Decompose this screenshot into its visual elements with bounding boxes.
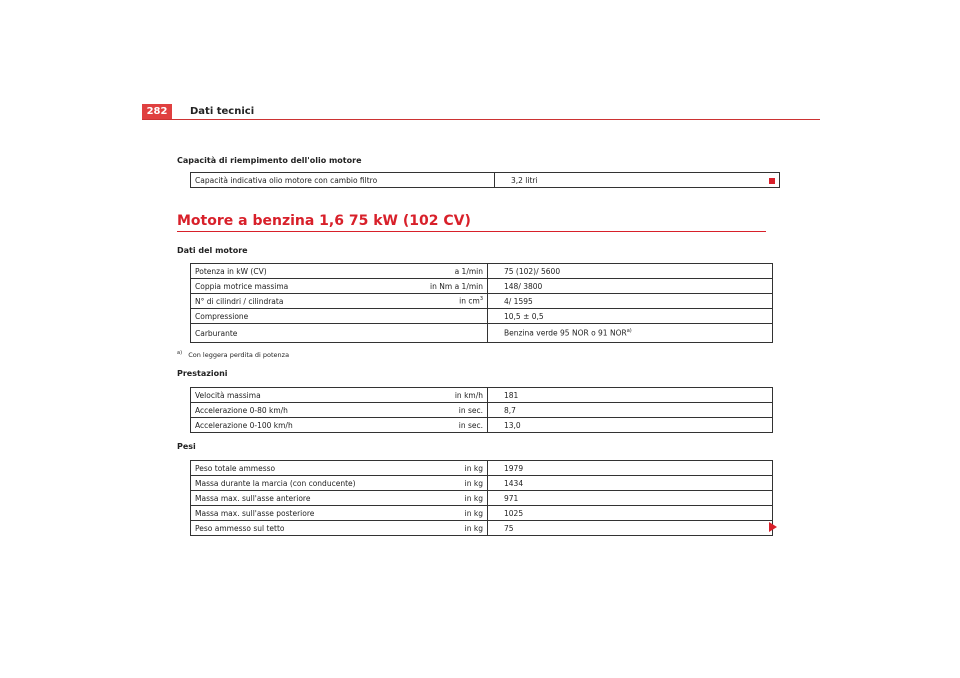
table-row bbox=[191, 461, 773, 476]
unit-superscript: 3 bbox=[479, 296, 483, 303]
footnote-text: Con leggera perdita di potenza bbox=[188, 351, 290, 360]
footnote-ref: a) bbox=[626, 328, 632, 335]
table-row bbox=[191, 309, 773, 324]
footnote-mark: a) bbox=[177, 350, 183, 356]
row-value: 8,7 bbox=[488, 403, 773, 418]
unit-text: in cm bbox=[459, 296, 480, 306]
table-row bbox=[191, 173, 780, 188]
section-divider bbox=[177, 231, 766, 232]
end-square-icon bbox=[769, 178, 775, 184]
row-value: 13,0 bbox=[488, 418, 773, 433]
row-unit bbox=[379, 324, 488, 343]
row-value: 971 bbox=[488, 491, 773, 506]
footnote bbox=[177, 350, 289, 359]
engine-table bbox=[190, 263, 773, 343]
row-value: 75 (102)/ 5600 bbox=[488, 264, 773, 279]
row-unit: in Nm a 1/min bbox=[379, 279, 488, 294]
row-label: Capacità indicativa olio motore con cambio filtro bbox=[191, 173, 495, 188]
row-unit: in sec. bbox=[379, 418, 488, 433]
header-divider bbox=[142, 119, 820, 120]
row-unit: in kg bbox=[379, 491, 488, 506]
row-label: Massa max. sull'asse anteriore bbox=[191, 491, 380, 506]
row-value: 1979 bbox=[488, 461, 773, 476]
row-unit: in sec. bbox=[379, 403, 488, 418]
row-unit: in km/h bbox=[379, 388, 488, 403]
performance-table bbox=[190, 387, 773, 433]
row-value: 75 bbox=[488, 521, 773, 536]
row-value: 1434 bbox=[488, 476, 773, 491]
row-unit: in kg bbox=[379, 476, 488, 491]
weights-table bbox=[190, 460, 773, 536]
table-row bbox=[191, 264, 773, 279]
table-row bbox=[191, 521, 773, 536]
row-label: N° di cilindri / cilindrata bbox=[191, 294, 380, 309]
row-unit: in kg bbox=[379, 506, 488, 521]
row-label: Accelerazione 0-80 km/h bbox=[191, 403, 380, 418]
row-label: Massa durante la marcia (con conducente) bbox=[191, 476, 380, 491]
row-value: 4/ 1595 bbox=[488, 294, 773, 309]
row-value bbox=[488, 324, 773, 343]
page-number: 282 bbox=[142, 104, 172, 119]
row-label: Compressione bbox=[191, 309, 380, 324]
row-label: Potenza in kW (CV) bbox=[191, 264, 380, 279]
table-row bbox=[191, 418, 773, 433]
row-unit: a 1/min bbox=[379, 264, 488, 279]
engine-heading: Dati del motore bbox=[177, 246, 248, 255]
table-row bbox=[191, 294, 773, 309]
row-value: 10,5 ± 0,5 bbox=[488, 309, 773, 324]
table-row bbox=[191, 403, 773, 418]
weights-heading: Pesi bbox=[177, 442, 196, 451]
oil-heading: Capacità di riempimento dell'olio motore bbox=[177, 156, 362, 165]
row-label: Coppia motrice massima bbox=[191, 279, 380, 294]
table-row bbox=[191, 476, 773, 491]
row-label: Massa max. sull'asse posteriore bbox=[191, 506, 380, 521]
section-title: Motore a benzina 1,6 75 kW (102 CV) bbox=[177, 213, 471, 229]
row-unit bbox=[379, 309, 488, 324]
performance-heading: Prestazioni bbox=[177, 369, 228, 378]
row-label: Peso ammesso sul tetto bbox=[191, 521, 380, 536]
value-text: Benzina verde 95 NOR o 91 NOR bbox=[504, 328, 627, 338]
row-value: 181 bbox=[488, 388, 773, 403]
oil-table bbox=[190, 172, 780, 188]
table-row bbox=[191, 506, 773, 521]
row-label: Peso totale ammesso bbox=[191, 461, 380, 476]
continue-arrow-icon bbox=[769, 522, 777, 532]
table-row bbox=[191, 388, 773, 403]
page-header-title: Dati tecnici bbox=[190, 106, 255, 117]
row-label: Accelerazione 0-100 km/h bbox=[191, 418, 380, 433]
row-value: 3,2 litri bbox=[495, 173, 780, 188]
table-row bbox=[191, 279, 773, 294]
row-value: 1025 bbox=[488, 506, 773, 521]
table-row bbox=[191, 491, 773, 506]
table-row bbox=[191, 324, 773, 343]
row-label: Carburante bbox=[191, 324, 380, 343]
row-unit: in kg bbox=[379, 461, 488, 476]
row-label: Velocità massima bbox=[191, 388, 380, 403]
row-unit bbox=[379, 294, 488, 309]
row-value: 148/ 3800 bbox=[488, 279, 773, 294]
row-unit: in kg bbox=[379, 521, 488, 536]
